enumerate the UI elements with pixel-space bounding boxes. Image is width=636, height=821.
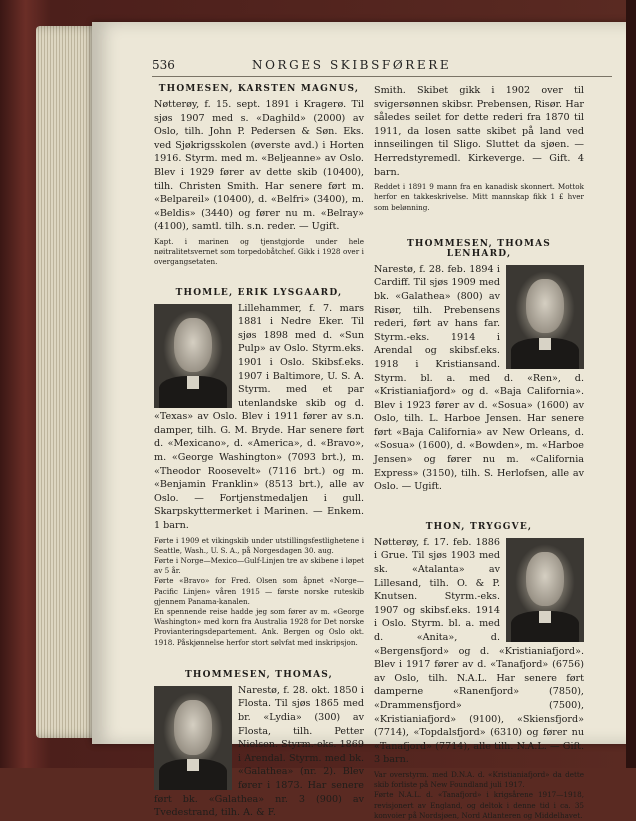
book-cover-edge xyxy=(626,0,636,768)
entry-body: Smith. Skibet gikk i 1902 over til svigersønnen skibsr. Prebensen, Risør. Har således seilet for dette rederi fra 1870 til 1911, da losen satte skibet på land ved innseilingen til Sligo. Sluttet da sjøen. — Herredstyremedl. Kirkeverge. — Gift. 4 barn. xyxy=(374,85,584,178)
entry-note: Førte i Norge—Mexico—Gulf-Linjen tre av skibene i løpet av 5 år. xyxy=(154,556,364,576)
entry-heading: THOMESEN, KARSTEN MAGNUS, xyxy=(158,84,360,94)
entry-heading: THON, TRYGGVE, xyxy=(425,521,533,532)
entry-note: Førte N.A.L. d. «Tanafjord» i krigsårene 1917—1918, revisjonert av England, og deltok i denne tid i ca. 35 konvoier på Nordsjøen, Nord Atlanteren og Middelhavet. xyxy=(374,790,584,820)
portrait-photo xyxy=(154,686,232,790)
entry-note: Var overstyrm. med D.N.A. d. «Kristianiafjord» da dette skib forliste på New Foundland juli 1917. xyxy=(374,769,584,790)
book-page xyxy=(92,22,632,820)
page-number: 536 xyxy=(152,58,175,72)
entry-heading: THOMMESEN, THOMAS LENHARD, xyxy=(407,238,551,259)
entry-body: Lillehammer, f. 7. mars 1881 i Nedre Eker. Til sjøs 1898 med d. «Sun Pulp» av Oslo. Styrm.eks. 1901 i Oslo. Skibsf.eks. 1907 i Baltimore, U. S. A. Styrm. med et par utenlandske skib og d. «Texas» av Oslo. Blev i 1911 fører av s.n. damper, tilh. G. M. Bryde. Har senere ført d. «Mexicano», d. «America», d. «Bravo», m. «George Washington» (7093 brt.), m. «Theodor Roosevelt» (7116 brt.) og m. «Benjamin Franklin» (8513 brt.), alle av Oslo. — Fortjenstmedaljen i gull. Skarpskyttermerket i Marinen. — Enkem. 1 barn. xyxy=(154,302,364,532)
entry-note: Reddet i 1891 9 mann fra en kanadisk skonnert. Mottok herfor en takkeskrivelse. Mitt mannskap fikk 1 £ hver som belønning. xyxy=(374,182,584,212)
portrait-photo xyxy=(506,265,584,369)
right-column xyxy=(374,84,584,821)
running-title: NORGES SKIBSFØRERE xyxy=(252,58,452,72)
page-header xyxy=(152,58,612,77)
left-column xyxy=(154,84,364,820)
entry-heading: THOMLE, ERIK LYSGAARD, xyxy=(175,287,343,298)
portrait-photo xyxy=(506,538,584,642)
entry-body: Narestø, f. 28. okt. 1850 i Flosta. Til sjøs 1865 med br. «Lydia» (300) av Flosta, tilh. Petter Nielsen. Styrm.-eks. 1869 i Arendal. Styrm. med bk. «Galathea» (nr. 2). Blev fører i 1873. Har senere ført bk. «Galathea» nr. 3 (900) av Tvedestrand, tilh. A. & F. xyxy=(154,684,364,819)
entry-note: En spennende reise hadde jeg som fører av m. «George Washington» med korn fra Australia 1928 for Det norske Provianteringsdepartement. Ank. Bergen og Oslo okt. 1918. Påskjønnelse herfor stort sølvfat med inskripsjon. xyxy=(154,607,364,647)
entry-body: Nøtterøy, f. 17. feb. 1886 i Grue. Til sjøs 1903 med sk. «Atalanta» av Lillesand, tilh. O. & P. Knutsen. Styrm.-eks. 1907 og skibsf.eks. 1914 i Oslo. Styrm. bl. a. med d. «Anita», d. «Bergensfjord» og d. «Kristianiafjord». Blev i 1917 fører av d. «Tanafjord» (6756) av Oslo, tilh. N.A.L. Har senere ført damperne «Ranenfjord» (7850), «Drammensfjord» (7500), «Kristianiafjord» (9100), «Skiensfjord» (7714), «Topdalsfjord» (6310) og fører nu «Tanafjord» (7714), alle tilh. N.A.L. — Gift. 3 barn. xyxy=(374,536,584,766)
entry-heading: THOMMESEN, THOMAS, xyxy=(185,669,333,680)
entry-note: Førte i 1909 et vikingskib under utstillingsfestlighetene i Seattle, Wash., U. S. A., på Norgesdagen 30. aug. xyxy=(154,535,364,555)
entry-note: Førte «Bravo» for Fred. Olsen som åpnet «Norge—Pacific Linjen» våren 1915 — første norske ruteskib gjennem Panama-kanalen. xyxy=(154,576,364,606)
entry-note: Kapt. i marinen og tjenstgjorde under hele nøitralitetsvernet som torpedobåtchef. Gikk i 1928 over i overgangsetaten. xyxy=(154,236,364,267)
portrait-photo xyxy=(154,304,232,408)
entry-body: Narestø, f. 28. feb. 1894 i Cardiff. Til sjøs 1909 med bk. «Galathea» (800) av Risør, tilh. Prebensens rederi, ført av hans far. Styrm.-eks. 1914 i Arendal og skibsf.eks. 1918 i Kristiansand. Styrm. bl. a. med d. «Ren», d. «Kristianiafjord» og d. «Baja California». Blev i 1923 fører av d. «Sosua» (1600) av Oslo, tilh. L. Harboe Jensen. Har senere ført «Baja California» av New Orleans, d. «Sosua» (1600), d. «Bowden», m. «Harboe Jensen» og fører nu m. «California Express» (3150), tilh. S. Herlofsen, alle av Oslo. — Ugift. xyxy=(374,263,584,493)
page-edges xyxy=(36,26,100,738)
entry-body: Nøtterøy, f. 15. sept. 1891 i Kragerø. Til sjøs 1907 med s. «Daghild» (2000) av Oslo, tilh. John P. Pedersen & Søn. Eks. ved Sjøkrigsskolen (øverste avd.) i Horten 1916. Styrm. med m. «Beljeanne» av Oslo. Blev i 1929 fører av dette skib (10400), tilh. Christen Smith. Har senere ført m. «Belpareil» (10400), d. «Belfri» (3400), m. «Beldis» (3440) og fører nu m. «Belray» (4100), samtl. tilh. s.n. reder. — Ugift. xyxy=(154,99,364,233)
